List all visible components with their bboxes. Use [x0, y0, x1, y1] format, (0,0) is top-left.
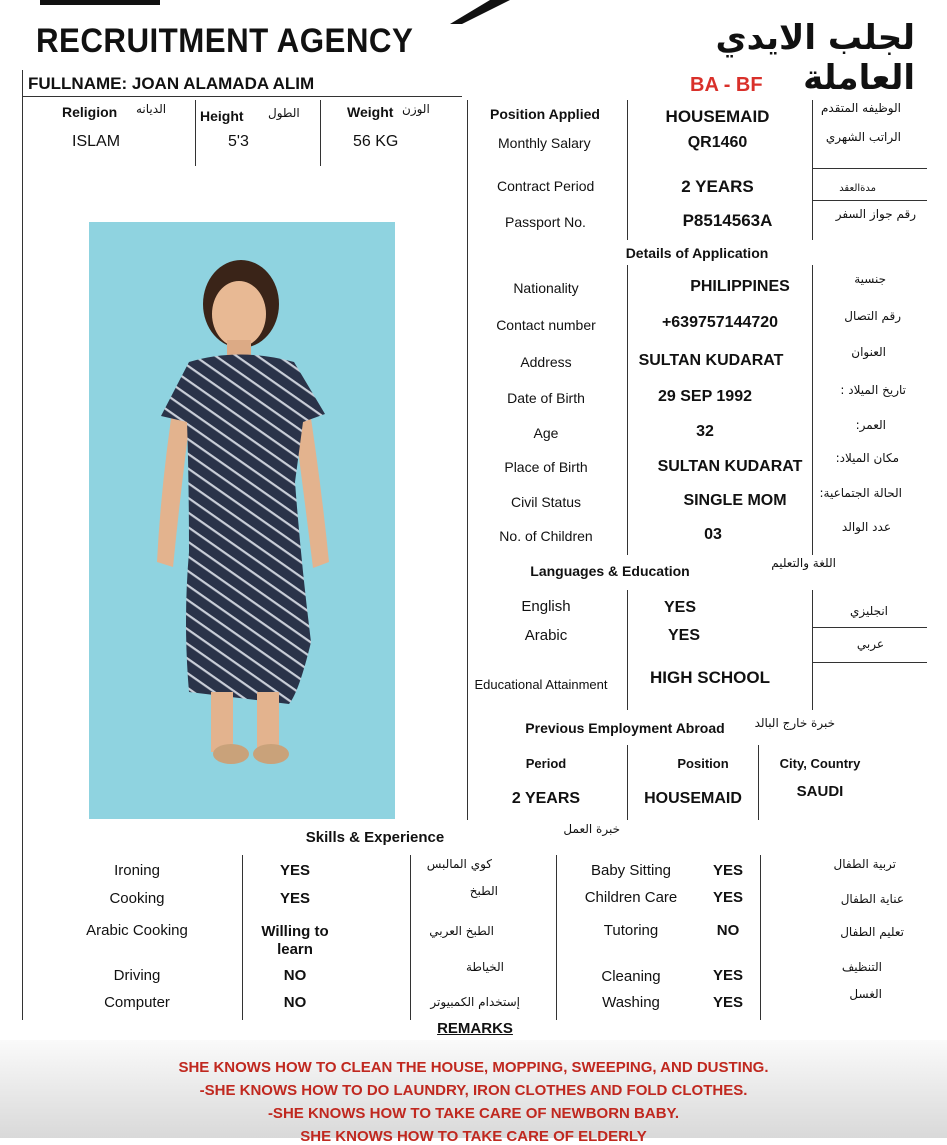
detail-value-age: 32	[696, 423, 714, 440]
skill-computer-value: NO	[283, 994, 307, 1011]
employment-period-label: Period	[525, 756, 567, 771]
languages-title: Languages & Education	[530, 563, 690, 579]
skill-babysitting-ar: تربية الطفال	[833, 857, 896, 871]
height-value: 5'3	[228, 133, 249, 150]
reference-code: BA - BF	[690, 74, 763, 96]
employment-title-ar: خبرة خارج البالد	[754, 716, 835, 730]
lang-english-ar: انجليزي	[849, 604, 888, 618]
passport-value: P8514563A	[682, 211, 773, 230]
employment-position-label: Position	[677, 756, 729, 771]
remark-line: SHE KNOWS HOW TO CLEAN THE HOUSE, MOPPING, SWEEPING, AND DUSTING.	[178, 1059, 769, 1076]
skill-driving-ar: الخياطة	[466, 960, 504, 974]
remark-line: SHE KNOWS HOW TO TAKE CARE OF ELDERLY	[300, 1128, 647, 1145]
skill-driving-value: NO	[283, 967, 307, 984]
skill-tutoring-ar: تعليم الطفال	[840, 925, 904, 939]
detail-label-contact: Contact number	[496, 317, 596, 333]
details-title: Details of Application	[625, 245, 769, 261]
skill-washing-label: Washing	[602, 994, 660, 1011]
detail-value-address: SULTAN KUDARAT	[638, 352, 784, 369]
skills-title: Skills & Experience	[305, 829, 445, 846]
skill-cleaning-label: Cleaning	[601, 968, 661, 985]
skill-driving-label: Driving	[113, 967, 161, 984]
weight-value: 56 KG	[353, 133, 399, 150]
position-applied-ar: الوظيفه المتقدم	[820, 101, 901, 115]
employment-city-value: SAUDI	[796, 783, 844, 800]
applicant-photo	[89, 222, 395, 819]
lang-arabic-value: YES	[667, 627, 700, 644]
religion-label: Religion	[62, 104, 118, 120]
detail-label-civil: Civil Status	[510, 494, 582, 510]
remark-line: -SHE KNOWS HOW TO TAKE CARE OF NEWBORN BABY.	[267, 1105, 680, 1122]
detail-label-address: Address	[520, 354, 572, 370]
skill-arabic-cooking-label: Arabic Cooking	[86, 922, 188, 939]
remarks-title: REMARKS	[437, 1020, 513, 1037]
skill-cleaning-ar: التنظيف	[841, 960, 882, 974]
lang-arabic-label: Arabic	[524, 627, 568, 644]
skill-childrencare-ar: عناية الطفال	[840, 892, 904, 906]
contract-ar: مدةالعقد	[839, 183, 876, 194]
lang-english-label: English	[521, 598, 571, 615]
skill-arabic-cooking-value: Willing to learn	[261, 923, 329, 958]
detail-value-nationality: PHILIPPINES	[690, 278, 790, 295]
lang-english-value: YES	[663, 599, 696, 616]
position-applied-label: Position Applied	[490, 106, 600, 122]
detail-value-pob: SULTAN KUDARAT	[657, 458, 803, 475]
detail-ar-age: العمر:	[855, 418, 886, 432]
skills-title-ar: خبرة العمل	[563, 822, 620, 836]
position-applied-value: HOUSEMAID	[665, 107, 770, 126]
skill-cooking-label: Cooking	[109, 890, 165, 907]
detail-ar-nationality: جنسية	[854, 272, 886, 286]
skill-tutoring-value: NO	[716, 922, 740, 939]
detail-value-contact: +639757144720	[661, 314, 779, 331]
contract-value: 2 YEARS	[681, 177, 754, 196]
detail-ar-address: العنوان	[851, 345, 886, 359]
detail-value-civil: SINGLE MOM	[683, 492, 787, 509]
employment-title: Previous Employment Abroad	[525, 720, 725, 736]
employment-position-value: HOUSEMAID	[644, 790, 742, 807]
detail-ar-children: عدد الوالد	[841, 520, 891, 534]
detail-label-pob: Place of Birth	[504, 459, 588, 475]
salary-value: QR1460	[687, 134, 748, 151]
detail-ar-pob: مكان الميلاد:	[835, 451, 899, 465]
passport-label: Passport No.	[505, 214, 586, 230]
contract-label: Contract Period	[497, 178, 595, 194]
skill-babysitting-label: Baby Sitting	[590, 862, 672, 879]
skill-childrencare-label: Children Care	[584, 889, 678, 906]
edu-label: Educational Attainment	[474, 677, 608, 692]
detail-label-nationality: Nationality	[513, 280, 579, 296]
detail-label-dob: Date of Birth	[507, 390, 585, 406]
edu-value: HIGH SCHOOL	[650, 668, 770, 687]
remark-line: -SHE KNOWS HOW TO DO LAUNDRY, IRON CLOTHES AND FOLD CLOTHES.	[199, 1082, 748, 1099]
weight-label-ar: الوزن	[402, 102, 430, 116]
detail-label-children: No. of Children	[499, 528, 593, 544]
skill-ironing-ar: كوي المالبس	[426, 857, 492, 871]
skill-washing-value: YES	[712, 994, 743, 1011]
lang-arabic-ar: عربي	[856, 637, 884, 651]
skill-ironing-value: YES	[279, 862, 310, 879]
logo-stroke	[450, 0, 510, 24]
languages-title-ar: اللغة والتعليم	[771, 556, 836, 570]
skill-cleaning-value: YES	[712, 967, 743, 984]
passport-ar: رقم جواز السفر	[835, 207, 916, 221]
salary-ar: الراتب الشهري	[825, 130, 901, 144]
detail-value-children: 03	[704, 526, 722, 543]
height-label: Height	[200, 108, 244, 124]
skill-arabic-cooking-ar: الطبخ العربي	[429, 924, 494, 938]
weight-label: Weight	[347, 104, 394, 120]
detail-ar-contact: رقم التصال	[844, 309, 901, 323]
skill-washing-ar: الغسل	[849, 987, 882, 1001]
skill-cooking-value: YES	[279, 890, 310, 907]
height-label-ar: الطول	[268, 106, 300, 120]
agency-title: RECRUITMENT AGENCY	[36, 22, 414, 60]
skill-ironing-label: Ironing	[114, 862, 160, 879]
religion-label-ar: الديانه	[136, 102, 167, 116]
salary-label: Monthly Salary	[498, 135, 591, 151]
skill-tutoring-label: Tutoring	[603, 922, 659, 939]
skill-cooking-ar: الطبخ	[469, 884, 498, 898]
detail-value-dob: 29 SEP 1992	[657, 388, 752, 405]
skill-computer-label: Computer	[104, 994, 170, 1011]
detail-label-age: Age	[533, 425, 559, 441]
skill-babysitting-value: YES	[712, 862, 743, 879]
employment-city-label: City, Country	[779, 756, 861, 771]
skill-computer-ar: إستخدام الكمبيوتر	[430, 995, 520, 1009]
top-cutoff-text	[40, 0, 160, 23]
agency-title-arabic: لجلب الايدي العاملة	[715, 18, 915, 98]
detail-ar-dob: تاريخ الميلاد :	[840, 383, 906, 397]
employment-period-value: 2 YEARS	[511, 790, 581, 807]
detail-ar-civil: الحالة الجتماعية:	[819, 486, 902, 500]
fullname: FULLNAME: JOAN ALAMADA ALIM	[28, 74, 315, 93]
skill-childrencare-value: YES	[712, 889, 743, 906]
religion-value: ISLAM	[72, 133, 121, 150]
